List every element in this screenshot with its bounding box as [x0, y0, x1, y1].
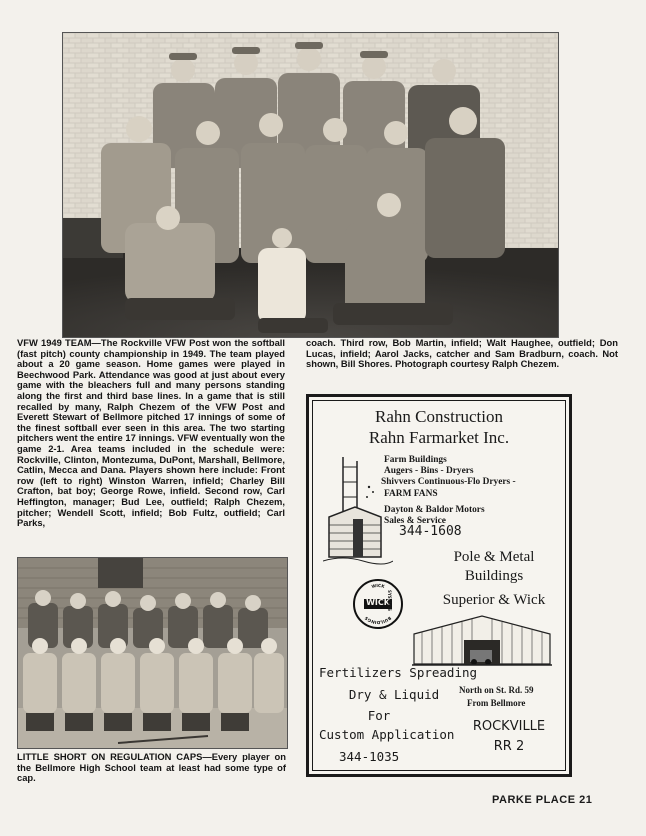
ad-custom-application: Custom Application	[319, 727, 455, 742]
service-augers: Augers - Bins - Dryers	[384, 466, 474, 477]
ad-route: RR 2	[493, 739, 525, 754]
ad-services-list	[381, 455, 569, 527]
vfw-team-caption-left	[17, 338, 285, 529]
vfw-team-caption-right	[306, 338, 618, 370]
grain-silo-illustration	[323, 457, 393, 567]
page-footer	[492, 794, 592, 806]
ad-directions-1: North on St. Rd. 59	[459, 685, 534, 695]
ad-for: For	[367, 708, 391, 723]
team-photo-vfw-1949	[62, 32, 559, 338]
rahn-advertisement	[306, 394, 572, 777]
ad-town: ROCKVILLE	[472, 719, 546, 734]
wick-buildings-logo	[353, 579, 403, 629]
vfw-team-caption-text: VFW 1949 TEAM—The Rockville VFW Post won the softball (fast pitch) county championship in 1949. The team played about a 20 game season. Home games were played in Beechwood Park. Attendance was good at just about every game with the bleachers full and many persons standing along the first and third base lines. In a game that is still recalled by many, Ralph Chezem of the VFW Post and Everett Stewart of Bellmore pitched 17 innings of some of the finest softball ever seen in this area. The two starting pitchers went the entire 17 innings. VFW eventually won the game 2-1. Area teams included in the schedule were: Rockville, Clinton, Montezuma, DuPont, Marshall, Bellmore, Catlin, Mecca and Dana. Players shown here include: Front row (left to right) Winston Warren, infield; Charley Bill Crafton, bat boy; George Rowe, infield. Second row, Carl Heffington, manager; Bud Lee, outfield; Ralph Chezem, pitcher; Wendell Scott, infield; Bob Fultz, outfield; Carl Parks,	[17, 337, 285, 529]
wick-ring-text-bottom: BUILDINGS	[363, 615, 393, 626]
pole-barn-illustration	[412, 612, 552, 667]
ad-phone-secondary: 344-1035	[339, 749, 400, 764]
bellmore-caption-text: LITTLE SHORT ON REGULATION CAPS—Every player on the Bellmore High School team at least had some type of cap.	[17, 751, 286, 784]
service-farm-buildings: Farm Buildings	[384, 455, 447, 465]
ad-superior-wick: Superior & Wick	[442, 592, 546, 608]
bellmore-caption	[17, 752, 286, 784]
team-photo-vfw-1949-graphic	[63, 33, 558, 337]
ad-title-rahn-construction: Rahn Construction	[375, 407, 503, 426]
ad-buildings: Buildings	[464, 568, 524, 584]
team-photo-bellmore-graphic	[18, 558, 287, 748]
ad-fertilizers: Fertilizers Spreading	[319, 665, 478, 680]
footer-page-number: 21	[579, 794, 593, 806]
service-shivvers: Shivvers Continuous-Flo Dryers -	[381, 477, 516, 488]
service-sales: Sales & Service	[384, 516, 446, 527]
wick-ring-text-side: SYSTEMS	[387, 590, 392, 611]
ad-phone-primary: 344-1608	[399, 524, 462, 539]
vfw-team-caption-continued: coach. Third row, Bob Martin, infield; Walt Haughee, outfield; Don Lucas, infield; Aarol Jacks, catcher and Sam Bradburn, coach. Not shown, Bill Shores. Photograph courtesy Ralph Chezem.	[306, 337, 618, 370]
team-photo-bellmore	[17, 557, 288, 749]
footer-publication: PARKE PLACE	[492, 794, 576, 806]
ad-directions-2: From Bellmore	[467, 698, 526, 708]
ad-title-rahn-farmarket: Rahn Farmarket Inc.	[368, 428, 510, 447]
service-farm-fans: FARM FANS	[384, 488, 438, 499]
ad-dry-liquid: Dry & Liquid	[348, 687, 440, 702]
ad-pole-metal: Pole & Metal	[453, 549, 535, 565]
wick-logo-word: WICK	[366, 598, 390, 607]
service-motors: Dayton & Baldor Motors	[384, 504, 485, 515]
wick-ring-text-top: WICK	[370, 582, 386, 590]
svg-text:WICK	[371, 583, 386, 589]
